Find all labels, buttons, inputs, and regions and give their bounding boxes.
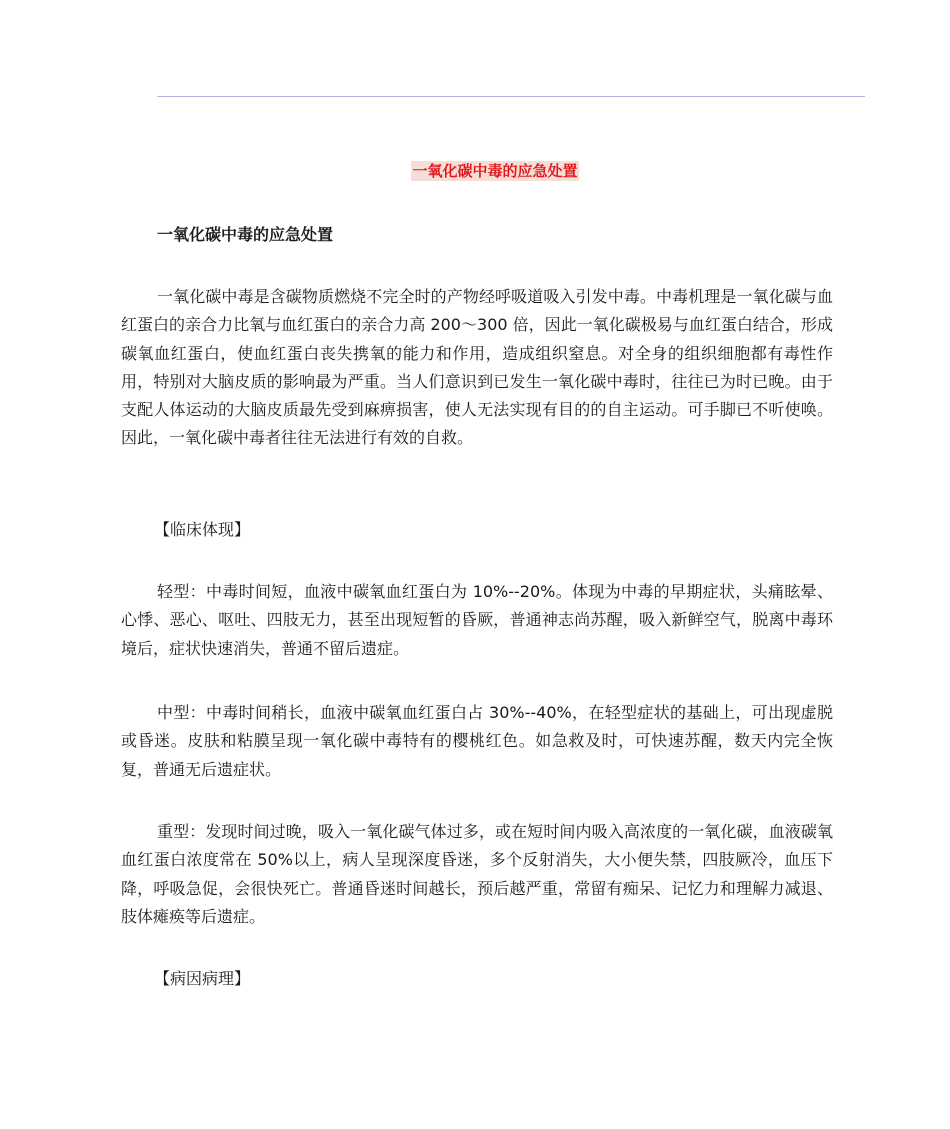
mild-type-paragraph: 轻型：中毒时间短，血液中碳氧血红蛋白为 10%--20%。体现为中毒的早期症状，头痛眩晕、心悸、恶心、呕吐、四肢无力，甚至出现短暂的昏厥，普通神志尚苏醒，吸入新鲜空气，脱离中毒环境后，症状快速消失，普通不留后遗症。 — [121, 582, 833, 658]
banner-title — [0, 160, 950, 182]
header-rule — [157, 96, 865, 97]
section-clinical-label: 【临床体现】 — [154, 520, 251, 539]
moderate-type-paragraph: 中型：中毒时间稍长，血液中碳氧血红蛋白占 30%--40%，在轻型症状的基础上，可出现虚脱或昏迷。皮肤和粘膜呈现一氧化碳中毒特有的樱桃红色。如急救及时，可快速苏醒，数天内完全恢复，普通无后遗症状。 — [121, 703, 833, 779]
banner-title-text: 一氧化碳中毒的应急处置 — [412, 162, 578, 180]
section-etiology-label: 【病因病理】 — [154, 969, 251, 988]
severe-type-paragraph: 重型：发现时间过晚，吸入一氧化碳气体过多，或在短时间内吸入高浓度的一氧化碳，血液碳氧血红蛋白浓度常在 50%以上，病人呈现深度昏迷，多个反射消失，大小便失禁，四肢厥冷，血压下降，呼吸急促，会很快死亡。普通昏迷时间越长，预后越严重，常留有痴呆、记忆力和理解力减退、肢体瘫痪等后遗症。 — [121, 822, 833, 926]
intro-paragraph: 一氧化碳中毒是含碳物质燃烧不完全时的产物经呼吸道吸入引发中毒。中毒机理是一氧化碳与血红蛋白的亲合力比氧与血红蛋白的亲合力高 200～300 倍，因此一氧化碳极易与血红蛋白结合，形成碳氧血红蛋白，使血红蛋白丧失携氧的能力和作用，造成组织窒息。对全身的组织细胞都有毒性作用，特别对大脑皮质的影响最为严重。当人们意识到已发生一氧化碳中毒时，往往已为时已晚。由于支配人体运动的大脑皮质最先受到麻痹损害，使人无法实现有目的的自主运动。可手脚已不听使唤。因此，一氧化碳中毒者往往无法进行有效的自救。 — [121, 287, 833, 448]
section-heading: 一氧化碳中毒的应急处置 — [157, 225, 334, 244]
